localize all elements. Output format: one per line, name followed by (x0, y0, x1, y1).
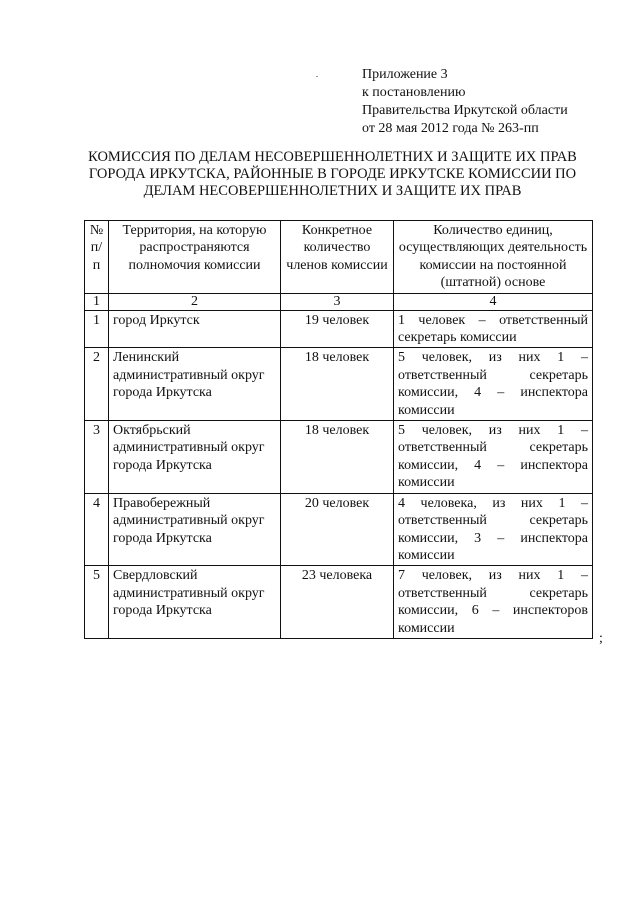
row-staff: 1 человек – ответственный секретарь комиссии (394, 310, 593, 348)
column-index: 2 (109, 293, 281, 310)
appendix-line: Приложение 3 (362, 67, 448, 82)
row-territory: Ленинский административный округ города Иркутска (109, 348, 281, 421)
row-staff: 4 человека, из них 1 – ответственный секретарь комиссии, 3 – инспектора комиссии (394, 493, 593, 566)
title-line: ДЕЛАМ НЕСОВЕРШЕННОЛЕТНИХ И ЗАЩИТЕ ИХ ПРАВ (143, 183, 522, 199)
table-row (85, 421, 593, 494)
table-row (85, 566, 593, 639)
title-line: КОМИССИЯ ПО ДЕЛАМ НЕСОВЕРШЕННОЛЕТНИХ И ЗАЩИТЕ ИХ ПРАВ (88, 149, 577, 165)
row-territory: Октябрьский административный округ города Иркутска (109, 421, 281, 494)
header-num: № п/п (85, 221, 109, 294)
column-index: 4 (394, 293, 593, 310)
row-staff: 5 человек, из них 1 – ответственный секретарь комиссии, 4 – инспектора комиссии (394, 348, 593, 421)
title-line: ГОРОДА ИРКУТСКА, РАЙОННЫЕ В ГОРОДЕ ИРКУТСКЕ КОМИССИИ ПО (88, 166, 577, 182)
row-members: 23 человека (281, 566, 394, 639)
column-index-row (85, 293, 593, 310)
appendix-block (362, 66, 568, 138)
header-staff: Количество единиц, осуществляющих деятельность комиссии на постоянной (штатной) основе (394, 221, 593, 294)
row-members: 18 человек (281, 348, 394, 421)
table-row (85, 493, 593, 566)
row-members: 18 человек (281, 421, 394, 494)
row-num: 3 (85, 421, 109, 494)
trailing-semicolon: ; (599, 631, 603, 646)
column-index: 1 (85, 293, 109, 310)
table-header-row (85, 221, 593, 294)
document-title (60, 149, 605, 200)
row-territory: Свердловский административный округ города Иркутска (109, 566, 281, 639)
table-row (85, 310, 593, 348)
row-members: 19 человек (281, 310, 394, 348)
header-territory: Территория, на которую распространяются полномочия комиссии (109, 221, 281, 294)
table-row (85, 348, 593, 421)
row-num: 2 (85, 348, 109, 421)
row-members: 20 человек (281, 493, 394, 566)
row-staff: 5 человек, из них 1 – ответственный секретарь комиссии, 4 – инспектора комиссии (394, 421, 593, 494)
column-index: 3 (281, 293, 394, 310)
row-territory: Правобережный административный округ города Иркутска (109, 493, 281, 566)
row-num: 5 (85, 566, 109, 639)
row-staff: 7 человек, из них 1 – ответственный секретарь комиссии, 6 – инспекторов комиссии (394, 566, 593, 639)
header-members: Конкретное количество членов комиссии (281, 221, 394, 294)
row-num: 1 (85, 310, 109, 348)
appendix-line: Правительства Иркутской области (362, 103, 568, 118)
scan-speck (316, 76, 318, 77)
appendix-line: от 28 мая 2012 года № 263-пп (362, 121, 539, 136)
appendix-line: к постановлению (362, 85, 466, 100)
row-num: 4 (85, 493, 109, 566)
row-territory: город Иркутск (109, 310, 281, 348)
commission-table (84, 220, 593, 639)
